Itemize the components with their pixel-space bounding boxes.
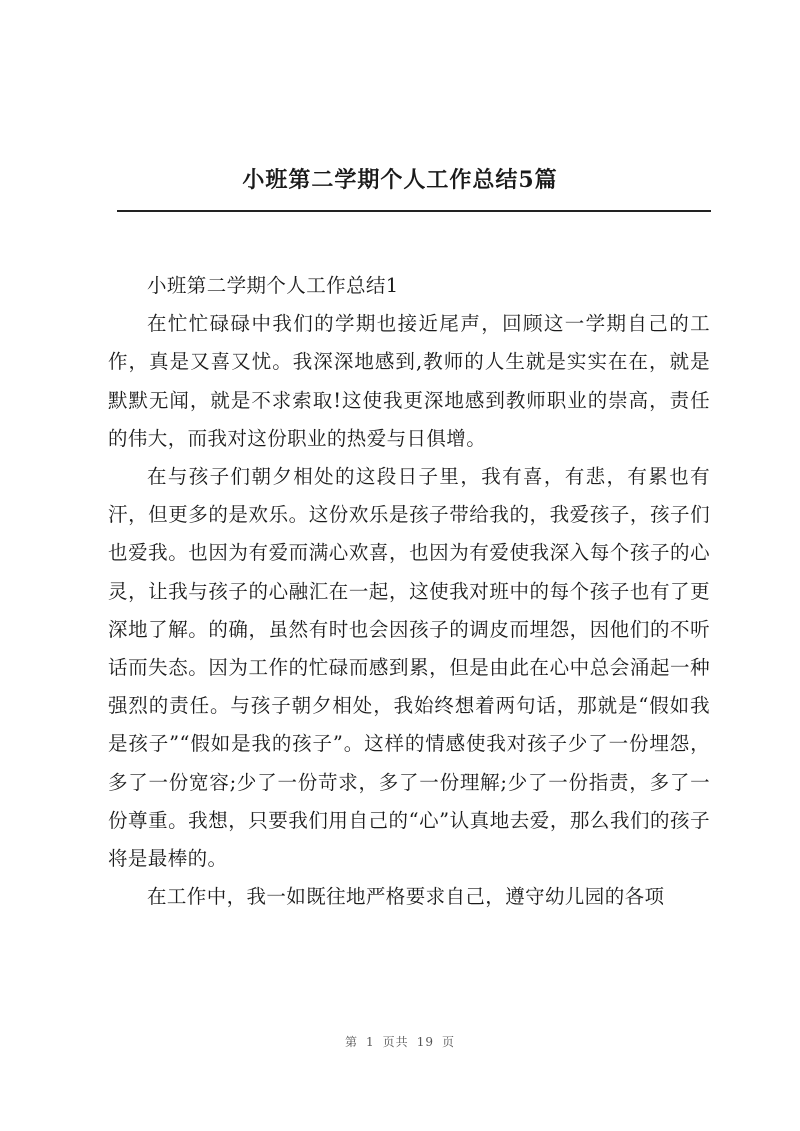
title-underline [117,210,711,212]
page-footer [0,1033,800,1050]
section-heading: 小班第二学期个人工作总结1 [147,274,399,297]
paragraph: 在忙忙碌碌中我们的学期也接近尾声，回顾这一学期自己的工作，真是又喜又忧。我深深地感到,教师的人生就是实实在在，就是默默无闻，就是不求索取!这使我更深地感到教师职业的崇高，责任的伟大，而我对这份职业的热爱与日俱增。 [108,312,710,450]
paragraph: 在工作中，我一如既往地严格要求自己，遵守幼儿园的各项 [147,885,665,909]
footer-total-pages: 19 [416,1035,434,1049]
footer-current-page: 1 [366,1035,375,1049]
document-title: 小班第二学期个人工作总结5篇 [242,167,558,193]
footer-label-total: 页共 [382,1035,409,1049]
paragraph: 在与孩子们朝夕相处的这段日子里，我有喜，有悲，有累也有汗，但更多的是欢乐。这份欢乐是孩子带给我的，我爱孩子，孩子们也爱我。也因为有爱而满心欢喜，也因为有爱使我深入每个孩子的心灵，让我与孩子的心融汇在一起，这使我对班中的每个孩子也有了更深地了解。的确，虽然有时也会因孩子的调皮而埋怨，因他们的不听话而失态。因为工作的忙碌而感到累，但是由此在心中总会涌起一种强烈的责任。与孩子朝夕相处，我始终想着两句话，那就是“假如我是孩子”“假如是我的孩子”。这样的情感使我对孩子少了一份埋怨，多了一份宽容;少了一份苛求，多了一份理解;少了一份指责，多了一份尊重。我想，只要我们用自己的“心”认真地去爱，那么我们的孩子将是最棒的。 [108,465,710,871]
footer-label-end: 页 [441,1035,455,1049]
document-body [108,267,710,916]
footer-label-page: 第 [345,1035,359,1049]
